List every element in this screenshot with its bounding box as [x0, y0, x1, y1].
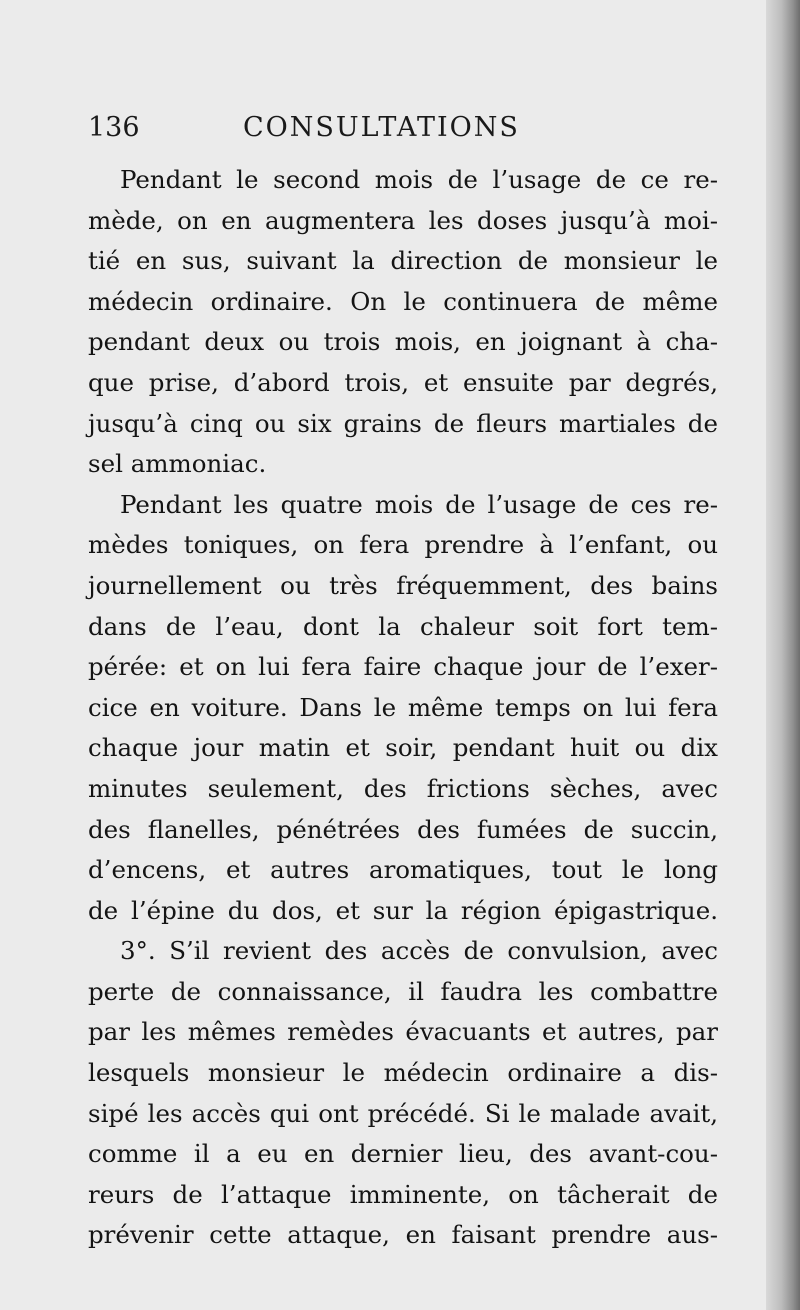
- page-number: 136: [88, 112, 140, 143]
- page-edge-shadow: [766, 0, 800, 1310]
- text-line: comme il a eu en dernier lieu, des avant-cou-: [88, 1139, 718, 1169]
- text-line: perte de connaissance, il faudra les combattre: [88, 976, 718, 1006]
- text-line: journellement ou très fréquemment, des bains: [88, 570, 718, 600]
- text-line: de l’épine du dos, et sur la région épigastrique.: [88, 895, 718, 925]
- running-title: CONSULTATIONS: [243, 112, 520, 143]
- text-line: mède, on en augmentera les doses jusqu’à moi-: [88, 205, 718, 235]
- text-line: Pendant les quatre mois de l’usage de ces re-: [120, 489, 718, 519]
- text-line: pendant deux ou trois mois, en joignant à cha-: [88, 327, 718, 357]
- text-line: d’encens, et autres aromatiques, tout le long: [88, 855, 718, 885]
- text-line: 3°. S’il revient des accès de convulsion, avec: [120, 936, 718, 966]
- text-line: reurs de l’attaque imminente, on tâcherait de: [88, 1179, 718, 1209]
- text-line: par les mêmes remèdes évacuants et autres, par: [88, 1017, 718, 1047]
- text-line: tié en sus, suivant la direction de monsieur le: [88, 246, 718, 276]
- text-line: Pendant le second mois de l’usage de ce re-: [120, 165, 718, 194]
- text-line: jusqu’à cinq ou six grains de fleurs martiales de: [88, 408, 718, 438]
- text-line: chaque jour matin et soir, pendant huit ou dix: [88, 733, 718, 763]
- text-line: prévenir cette attaque, en faisant prendre aus-: [88, 1220, 718, 1250]
- text-line: lesquels monsieur le médecin ordinaire a dis-: [88, 1058, 718, 1088]
- text-line: dans de l’eau, dont la chaleur soit fort tem-: [88, 611, 718, 641]
- text-line: cice en voiture. Dans le même temps on lui fera: [88, 692, 718, 722]
- text-line: des flanelles, pénétrées des fumées de succin,: [88, 814, 718, 844]
- body-text: [88, 160, 718, 1256]
- text-line: médecin ordinaire. On le continuera de même: [88, 286, 718, 316]
- text-line: que prise, d’abord trois, et ensuite par degrés,: [88, 367, 718, 397]
- text-line: pérée: et on lui fera faire chaque jour de l’exer-: [88, 652, 718, 682]
- running-head: [88, 112, 708, 156]
- text-line: mèdes toniques, on fera prendre à l’enfant, ou: [88, 530, 718, 560]
- text-line: sipé les accès qui ont précédé. Si le malade avait,: [88, 1098, 718, 1128]
- text-line: minutes seulement, des frictions sèches, avec: [88, 773, 718, 803]
- text-line: sel ammoniac.: [88, 449, 267, 479]
